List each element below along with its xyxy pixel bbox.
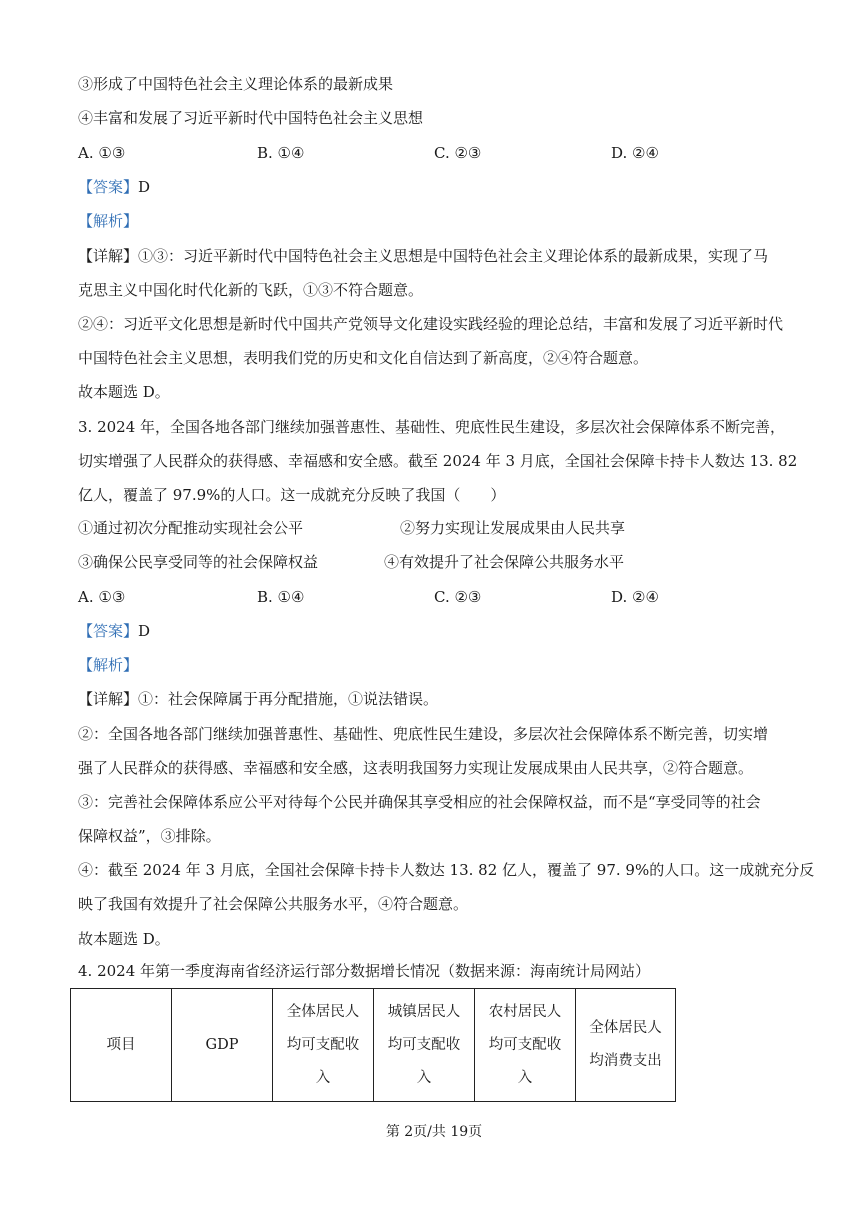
q3-conclusion: 故本题选 D。 [78, 930, 170, 948]
header-line: 全体居民人 [286, 1003, 360, 1020]
table-header-rural-income [475, 989, 576, 1102]
table-header-row [71, 989, 676, 1102]
q3-detail-line-3: ③：完善社会保障体系应公平对待每个公民并确保其享受相应的社会保障权益，而不是“享受同等的社会 [78, 793, 761, 811]
q3-detail-line-1: ②：全国各地各部门继续加强普惠性、基础性、兜底性民生建设，多层次社会保障体系不断完善，切实增 [78, 725, 769, 743]
header-line: 全体居民人 [589, 1020, 662, 1036]
header-line: 均消费支出 [589, 1053, 662, 1069]
q2-analysis-tag: 【解析】 [78, 212, 139, 230]
q3-detail-line-5: ④：截至 2024 年 3 月底，全国社会保障卡持卡人数达 13. 82 亿人，覆盖了 97. 9%的人口。这一成就充分反 [78, 861, 815, 879]
table-header-gdp: GDP [172, 989, 273, 1102]
q2-detail-line-2: 克思主义中国化时代化新的飞跃，①③不符合题意。 [78, 281, 424, 299]
q2-detail-line-3: ②④：习近平文化思想是新时代中国共产党领导文化建设实践经验的理论总结，丰富和发展了习近平新时代 [78, 315, 784, 333]
q3-detail-line-0 [78, 689, 438, 709]
q2-detail-line-4: 中国特色社会主义思想，表明我们党的历史和文化自信达到了新高度，②④符合题意。 [78, 349, 649, 367]
answer-value: D [138, 178, 151, 196]
q3-item-4: ④有效提升了社会保障公共服务水平 [384, 553, 625, 571]
header-line: 农村居民人 [488, 1003, 562, 1020]
q2-answer [78, 177, 150, 197]
q2-option-c: C. ②③ [434, 144, 482, 162]
header-line: 均可支配收 [488, 1036, 562, 1053]
answer-tag: 【答案】 [78, 622, 139, 640]
header-line: 入 [517, 1069, 533, 1086]
header-line: 城镇居民人 [387, 1003, 461, 1020]
table-header-urban-income [374, 989, 475, 1102]
q2-detail-line-1 [78, 246, 768, 266]
q3-stem-line-3: 亿人，覆盖了 97.9%的人口。这一成就充分反映了我国（ ） [78, 486, 506, 504]
q3-detail-line-6: 映了我国有效提升了社会保障公共服务水平，④符合题意。 [78, 895, 469, 913]
table-header-all-income [273, 989, 374, 1102]
q3-item-3: ③确保公民享受同等的社会保障权益 [78, 553, 319, 571]
header-line: 入 [416, 1069, 432, 1086]
q3-detail-line-4: 保障权益”，③排除。 [78, 827, 221, 845]
q3-item-1: ①通过初次分配推动实现社会公平 [78, 519, 304, 537]
q3-option-a: A. ①③ [78, 588, 126, 606]
q2-statement-4: ④丰富和发展了习近平新时代中国特色社会主义思想 [78, 109, 424, 127]
q3-option-d: D. ②④ [611, 588, 659, 606]
q3-answer [78, 621, 150, 641]
q3-analysis-tag: 【解析】 [78, 656, 139, 674]
page-footer: 第 2页/共 19页 [385, 1124, 483, 1140]
detail-text: ①：社会保障属于再分配措施，①说法错误。 [138, 690, 439, 708]
q2-option-b: B. ①④ [257, 144, 305, 162]
q3-detail-line-2: 强了人民群众的获得感、幸福感和安全感，这表明我国努力实现让发展成果由人民共享，②符合题意。 [78, 759, 754, 777]
header-line: 均可支配收 [387, 1036, 461, 1053]
q2-statement-3: ③形成了中国特色社会主义理论体系的最新成果 [78, 75, 394, 93]
q3-stem-line-1: 3. 2024 年，全国各地各部门继续加强普惠性、基础性、兜底性民生建设，多层次社会保障体系不断完善， [78, 418, 786, 436]
detail-tag: 【详解】 [78, 690, 139, 708]
q3-stem-line-2: 切实增强了人民群众的获得感、幸福感和安全感。截至 2024 年 3 月底，全国社会保障卡持卡人数达 13. 82 [78, 452, 798, 470]
q2-option-d: D. ②④ [611, 144, 659, 162]
table-header-item: 项目 [71, 989, 172, 1102]
economy-data-table [70, 988, 676, 1102]
q2-conclusion: 故本题选 D。 [78, 383, 170, 401]
q4-title: 4. 2024 年第一季度海南省经济运行部分数据增长情况（数据来源：海南统计局网站） [78, 962, 651, 980]
answer-value: D [138, 622, 151, 640]
table-header-consumption [576, 989, 676, 1102]
q3-option-b: B. ①④ [257, 588, 305, 606]
q3-option-c: C. ②③ [434, 588, 482, 606]
detail-text: ①③：习近平新时代中国特色社会主义思想是中国特色社会主义理论体系的最新成果，实现了马 [138, 247, 769, 265]
header-line: 均可支配收 [286, 1036, 360, 1053]
header-line: 入 [315, 1069, 331, 1086]
q3-item-2: ②努力实现让发展成果由人民共享 [400, 519, 626, 537]
q2-option-a: A. ①③ [78, 144, 126, 162]
detail-tag: 【详解】 [78, 247, 139, 265]
answer-tag: 【答案】 [78, 178, 139, 196]
